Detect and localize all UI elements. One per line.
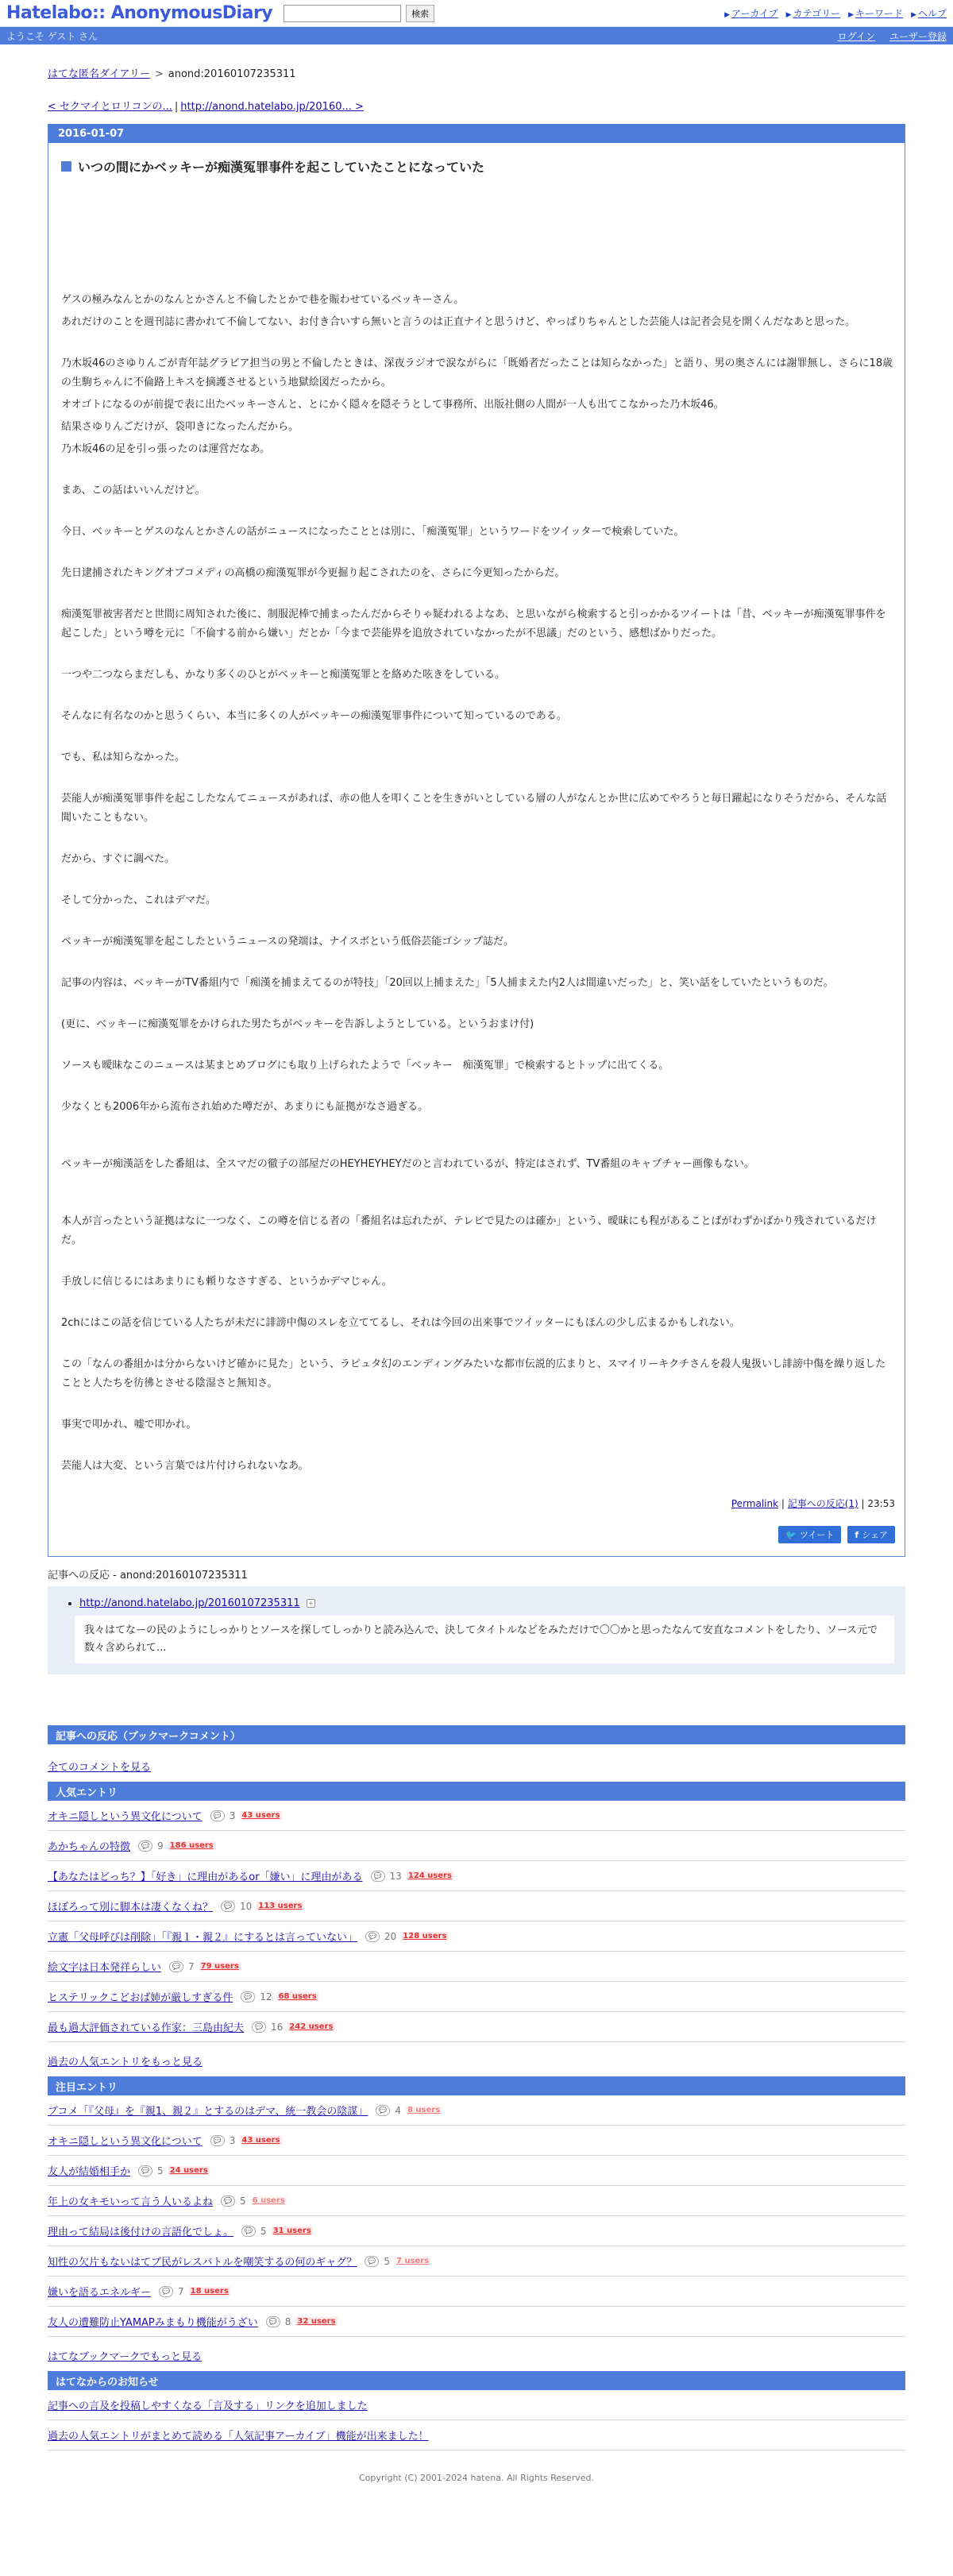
comment-bubble-icon: 💬: [376, 2105, 390, 2116]
article-paragraph: 痴漢冤罪被害者だと世間に周知された後に、制服泥棒で捕まったんだからそりゃ疑われるよなあ、と思いながら検索すると引っかかるツイートは「昔、ベッキーが痴漢冤罪事件を起こした」という噂を元に「不倫する前から嫌い」だとか「今まで芸能界を追放されていなかったが不思議」だのという、感想ばかりだった。: [61, 608, 886, 639]
article-paragraph: ベッキーが痴漢話をした番組は、全スマだの徹子の部屋だのHEYHEYHEYだのと言われているが、特定はされず、TV番組のキャプチャー画像もない。: [61, 1158, 754, 1170]
bookmark-users-badge[interactable]: 186 users: [169, 1841, 214, 1850]
comment-bubble-icon: 💬: [210, 2135, 225, 2146]
share-row: [61, 1526, 895, 1543]
article-paragraph: 手放しに信じるにはあまりにも頼りなさすぎる、というかデマじゃん。: [61, 1276, 392, 1288]
comment-bubble-icon: 💬: [221, 1901, 235, 1912]
bookmark-users-badge[interactable]: 68 users: [278, 1992, 317, 2001]
bookmark-users-badge[interactable]: 79 users: [200, 1962, 239, 1971]
bookmark-users-badge[interactable]: 7 users: [396, 2257, 430, 2265]
chevron-right-icon: ▶: [911, 11, 916, 19]
bookmark-comments-header: 記事への反応（ブックマークコメント）: [48, 1725, 905, 1744]
reaction-item: [79, 1597, 894, 1609]
entry-link[interactable]: ほぼろって別に脚本は凄くなくね？: [48, 1902, 214, 1914]
reaction-list: [59, 1597, 894, 1609]
article-paragraph: 乃木坂46のさゆりんごが青年誌グラビア担当の男と不倫したときは、深夜ラジオで涙ながらに「既婚者だったことは知らなかった」と語り、男の奥さんには謝罪無し、さらに18歳の生駒ちゃんに不倫路上キスを摘護させるという地獄絵図だったから。: [61, 357, 893, 388]
tweet-button[interactable]: [778, 1526, 841, 1543]
popular-entries-header: 人気エントリ: [48, 1782, 905, 1801]
entry-link[interactable]: オキニ隠しという異文化について: [48, 2136, 203, 2148]
entry-link[interactable]: 友人が結婚相手か: [48, 2166, 131, 2178]
footer-copyright: Copyright (C) 2001-2024 hatena. All Rights Reserved.: [359, 2473, 594, 2483]
top-nav: [724, 6, 947, 20]
news-item: [48, 2420, 905, 2450]
featured-entries-header: 注目エントリ: [48, 2076, 905, 2095]
article-paragraph: 本人が言ったという証拠はなに一つなく、この噂を信じる者の「番組名は忘れたが、テレビで見たのは確か」という、曖昧にも程があることばがわずかばかり残されているだけだ。: [61, 1215, 877, 1246]
entry-item: [48, 2277, 905, 2307]
entry-link[interactable]: 最も過大評価されている作家：三島由紀夫: [48, 2022, 245, 2034]
article-inner: [48, 143, 905, 1556]
chevron-right-icon: ▶: [724, 11, 730, 19]
nav-category-link[interactable]: カテゴリー: [793, 8, 841, 19]
nav-keyword[interactable]: [848, 6, 903, 20]
top-bar: [0, 0, 953, 27]
article-paragraph: 乃木坂46の足を引っ張ったのは運営だなあ。: [61, 443, 271, 455]
comment-count: 20: [384, 1930, 397, 1942]
entry-item: [48, 1861, 905, 1891]
reactions-label: 記事への反応 - anond:20160107235311: [48, 1570, 248, 1582]
comment-count: 3: [229, 1809, 236, 1821]
comment-count: 5: [240, 2195, 246, 2207]
entry-item: [48, 1921, 905, 1952]
entry-link[interactable]: 嫌いを語るエネルギー: [48, 2287, 152, 2299]
comment-bubble-icon: 💬: [221, 2196, 235, 2207]
entry-item: [48, 1801, 905, 1831]
breadcrumb: [48, 65, 905, 80]
article-body: [61, 291, 895, 1476]
news-item: [48, 2390, 905, 2420]
register-link[interactable]: ユーザー登録: [889, 30, 947, 42]
comment-count: 9: [157, 1840, 164, 1852]
login-link[interactable]: ログイン: [837, 30, 875, 42]
expand-icon[interactable]: +: [307, 1599, 315, 1608]
article-paragraph: そして分かった、これはデマだ。: [61, 894, 217, 906]
next-entry-link[interactable]: http://anond.hatelabo.jp/20160... >: [180, 101, 364, 113]
entry-link[interactable]: ヒステリックこどおば姉が厳しすぎる件: [48, 1992, 233, 2004]
popular-more-link[interactable]: 過去の人気エントリをもっと見る: [48, 2057, 203, 2068]
bookmark-users-badge[interactable]: 128 users: [403, 1932, 447, 1941]
entry-item: [48, 1982, 905, 2012]
breadcrumb-current: anond:20160107235311: [168, 68, 296, 80]
breadcrumb-separator: >: [154, 68, 164, 80]
article-paragraph: ゲスの極みなんとかのなんとかさんと不倫したとかで巷を賑わせているベッキーさん。: [61, 294, 465, 306]
comment-count: 5: [157, 2165, 164, 2176]
entry-item: [48, 2216, 905, 2246]
bookmark-users-badge[interactable]: 43 users: [241, 1811, 280, 1820]
comment-bubble-icon: 💬: [159, 2286, 173, 2297]
comment-count: 3: [229, 2134, 236, 2146]
article-paragraph: 一つや二つならまだしも、かなり多くのひとがベッキーと痴漢冤罪とを絡めた呟きをしている。: [61, 669, 506, 681]
bookmark-users-badge[interactable]: 32 users: [297, 2317, 336, 2326]
bookmark-users-badge[interactable]: 8 users: [407, 2106, 441, 2114]
article-paragraph: 今日、ベッキーとゲスのなんとかさんの話がニュースになったこととは別に、「痴漢冤罪」というワードをツイッターで検索していた。: [61, 526, 685, 538]
all-comments-link[interactable]: 全てのコメントを見る: [48, 1762, 152, 1774]
article-paragraph: 結果さゆりんごだけが、袋叩きになったんだから。: [61, 421, 299, 433]
permalink-link[interactable]: Permalink: [731, 1498, 779, 1509]
article-paragraph: そんなに有名なのかと思うくらい、本当に多くの人がベッキーの痴漢冤罪事件について知っているのである。: [61, 710, 567, 722]
popular-entries-list: [48, 1801, 905, 2042]
facebook-icon: f: [855, 1529, 859, 1540]
article-paragraph: 先日逮捕されたキングオブコメディの高橋の痴漢冤罪が今更掘り起こされたのを、さらに今更知ったからだ。: [61, 567, 565, 579]
account-links: [838, 29, 947, 43]
facebook-share-button[interactable]: [847, 1526, 895, 1543]
article-paragraph: 芸能人が痴漢冤罪事件を起こしたなんてニュースがあれば、赤の他人を叩くことを生きがいとしている層の人がなんとか世に広めてやろうと毎日躍起になりそうだから、そんな話聞いたこともない。: [61, 793, 887, 824]
twitter-icon: 🐦: [785, 1529, 797, 1540]
prev-next-separator: |: [174, 101, 179, 113]
article-time: 23:53: [867, 1498, 895, 1509]
article-paragraph: まあ、この話はいいんだけど。: [61, 485, 206, 496]
news-link[interactable]: 過去の人気エントリがまとめて読める「人気記事アーカイブ」機能が出来ました！: [48, 2431, 429, 2443]
article-paragraph: 芸能人は大変、という言葉では片付けられないなあ。: [61, 1460, 309, 1472]
entry-link[interactable]: 友人の遭難防止YAMAPみまもり機能がうざい: [48, 2317, 258, 2329]
entry-item: [48, 1831, 905, 1861]
entry-link[interactable]: ブコメ「『父母』を『親1、親２』とするのはデマ、統一教会の陰謀」: [48, 2106, 368, 2118]
comment-bubble-icon: 💬: [371, 1871, 385, 1882]
entry-item: [48, 2246, 905, 2277]
comment-bubble-icon: 💬: [210, 1810, 225, 1821]
article-paragraph: だから、すぐに調べた。: [61, 853, 176, 865]
comment-count: 5: [260, 2225, 267, 2237]
entry-link[interactable]: 理由って結局は後付けの言語化でしょ。: [48, 2226, 234, 2238]
search-input[interactable]: [284, 5, 401, 22]
news-list: [48, 2390, 905, 2450]
article-paragraph: (更に、ベッキーに痴漢冤罪をかけられた男たちがベッキーを告訴しようとしている。というおまけ付): [61, 1018, 534, 1030]
entry-item: [48, 2126, 905, 2156]
article-paragraph: 記事の内容は、ベッキーがTV番組内で「痴漢を捕まえてるのが特技」「20回以上捕まえた」「5人捕まえた内2人は間違いだった」と、笑い話をしていたというものだ。: [61, 977, 834, 989]
bookmark-users-badge[interactable]: 18 users: [190, 2287, 229, 2296]
comment-count: 10: [240, 1900, 253, 1912]
tweet-label: ツイート: [799, 1530, 835, 1540]
comment-count: 13: [389, 1870, 402, 1882]
main-content: [48, 44, 905, 2483]
entry-link[interactable]: あかちゃんの特徴: [48, 1841, 131, 1853]
comment-count: 4: [395, 2104, 401, 2116]
article-paragraph: ベッキーが痴漢冤罪を起こしたというニュースの発端は、ナイスボという低俗芸能ゴシップ誌だ。: [61, 936, 515, 948]
comment-bubble-icon: 💬: [266, 2316, 280, 2327]
bookmark-users-badge[interactable]: 6 users: [252, 2196, 285, 2205]
comment-count: 7: [188, 1960, 195, 1972]
comment-bubble-icon: 💬: [252, 2022, 266, 2033]
comment-bubble-icon: 💬: [365, 1931, 380, 1942]
comment-count: 7: [178, 2285, 184, 2297]
article-paragraph: ソースも曖昧なこのニュースは某まとめブログにも取り上げられたようで「ベッキー 痴漢冤罪」で検索するとトップに出てくる。: [61, 1060, 669, 1072]
breadcrumb-home[interactable]: はてな匿名ダイアリー: [48, 68, 150, 80]
article-paragraph: 少なくとも2006年から流布され始めた噂だが、あまりにも証拠がなさ過ぎる。: [61, 1101, 429, 1113]
nav-archive[interactable]: [724, 6, 778, 20]
entry-item: [48, 1891, 905, 1921]
entry-link[interactable]: オキニ隠しという異文化について: [48, 1811, 203, 1823]
bookmark-users-badge[interactable]: 124 users: [407, 1871, 452, 1880]
prev-entry-link[interactable]: < セクマイとロリコンの...: [48, 101, 172, 113]
article-paragraph: でも、私は知らなかった。: [61, 751, 186, 763]
article: [48, 124, 905, 1557]
title-square-icon: [61, 161, 71, 172]
article-title-row: [61, 157, 895, 176]
reaction-count-link[interactable]: 記事への反応(1): [787, 1498, 858, 1509]
article-spacer: [61, 176, 895, 291]
nav-help[interactable]: [911, 6, 947, 20]
reaction-box: [48, 1586, 905, 1674]
entry-link[interactable]: 年上の女キモいって言う人いるよね: [48, 2196, 214, 2208]
comment-bubble-icon: 💬: [365, 2256, 379, 2267]
entry-item: [48, 1952, 905, 1982]
entry-link[interactable]: 知性の欠片もないはてブ民がレスバトルを嘲笑するの何のギャグ？: [48, 2257, 357, 2269]
entry-item: [48, 2186, 905, 2216]
comment-count: 8: [284, 2315, 291, 2327]
article-paragraph: オオゴトになるのが前提で表に出たベッキーさんと、とにかく隠々を隠そうとして事務所、出版社側の人間が一人も出てこなかった乃木坂46。: [61, 399, 724, 411]
article-paragraph: 事実で叩かれ、嘘で叩かれ。: [61, 1419, 197, 1431]
nav-category[interactable]: [786, 6, 840, 20]
comment-bubble-icon: 💬: [169, 1961, 183, 1972]
bookmark-users-badge[interactable]: 242 users: [289, 2022, 334, 2031]
featured-entries-list: [48, 2095, 905, 2337]
comment-bubble-icon: 💬: [138, 1840, 152, 1852]
comment-bubble-icon: 💬: [138, 2165, 152, 2176]
nav-archive-link[interactable]: アーカイブ: [731, 8, 778, 19]
comment-count: 16: [271, 2021, 284, 2033]
search-button[interactable]: 検索: [406, 5, 434, 22]
article-paragraph: 2chにはこの話を信じている人たちが未だに誹謗中傷のスレを立ててるし、それは今回の出来事でツイッターにもほんの少し広まるかもしれない。: [61, 1317, 740, 1329]
nav-keyword-link[interactable]: キーワード: [855, 8, 904, 19]
bookmark-users-badge[interactable]: 113 users: [258, 1902, 303, 1910]
article-date: 2016-01-07: [48, 124, 905, 143]
entry-link[interactable]: 【あなたはどっち？】「好き」に理由があるor「嫌い」に理由がある: [48, 1871, 363, 1883]
comment-bubble-icon: 💬: [241, 2226, 256, 2237]
nav-help-link[interactable]: ヘルプ: [917, 8, 947, 19]
entry-link[interactable]: 立憲「父母呼びは削除」「『親１・親２』にするとは言っていない」: [48, 1932, 358, 1944]
comment-count: 5: [384, 2255, 390, 2267]
entry-link[interactable]: 絵文字は日本発祥らしい: [48, 1962, 162, 1974]
entry-item: [48, 2012, 905, 2042]
bookmark-users-badge[interactable]: 43 users: [241, 2136, 280, 2145]
entry-item: [48, 2307, 905, 2337]
featured-more-link[interactable]: はてなブックマークでもっと見る: [48, 2351, 203, 2363]
chevron-right-icon: ▶: [785, 11, 792, 19]
share-label: シェア: [862, 1530, 888, 1540]
welcome-bar: [0, 27, 953, 44]
article-paragraph: この「なんの番組かは分からないけど確かに見た」という、ラピュタ幻のエンディングみたいな都市伝説的広まりと、スマイリーキクチさんを殺人鬼扱いし誹謗中傷を繰り返したことと人たちを彷彿とさせる陰湿さと無知さ。: [61, 1358, 886, 1389]
site-logo[interactable]: Hatelabo:: AnonymousDiary: [6, 3, 273, 23]
bookmark-users-badge[interactable]: 31 users: [272, 2226, 311, 2235]
comment-count: 12: [260, 1991, 272, 2002]
entry-item: [48, 2156, 905, 2186]
news-link[interactable]: 記事への言及を投稿しやすくなる「言及する」リンクを追加しました: [48, 2400, 368, 2412]
article-paragraph: あれだけのことを週刊誌に書かれて不倫してない、お付き合いすら無いと言うのは正直ナイと思うけど、やっぱりちゃんとした芸能人は記者会見を開くんだなあと思った。: [61, 316, 856, 328]
chevron-right-icon: ▶: [848, 11, 855, 19]
prev-next-nav: [48, 98, 905, 113]
entry-item: [48, 2095, 905, 2126]
welcome-text: ようこそ ゲスト さん: [6, 30, 98, 42]
reaction-link[interactable]: http://anond.hatelabo.jp/20160107235311: [79, 1597, 300, 1609]
comment-bubble-icon: 💬: [241, 1991, 255, 2002]
reaction-quote: 我々はてなーの民のようにしっかりとソースを探してしっかりと読み込んで、決してタイトルなどをみただけで〇〇かと思ったなんて安直なコメントをしたり、ソース元で数々含められて...: [75, 1616, 894, 1663]
article-title: いつの間にかベッキーが痴漢冤罪事件を起こしていたことになっていた: [78, 160, 485, 175]
bookmark-users-badge[interactable]: 24 users: [169, 2166, 208, 2175]
news-header: はてなからのお知らせ: [48, 2371, 905, 2390]
article-footer: Permalink | 記事への反応(1) | 23:53: [731, 1498, 895, 1509]
